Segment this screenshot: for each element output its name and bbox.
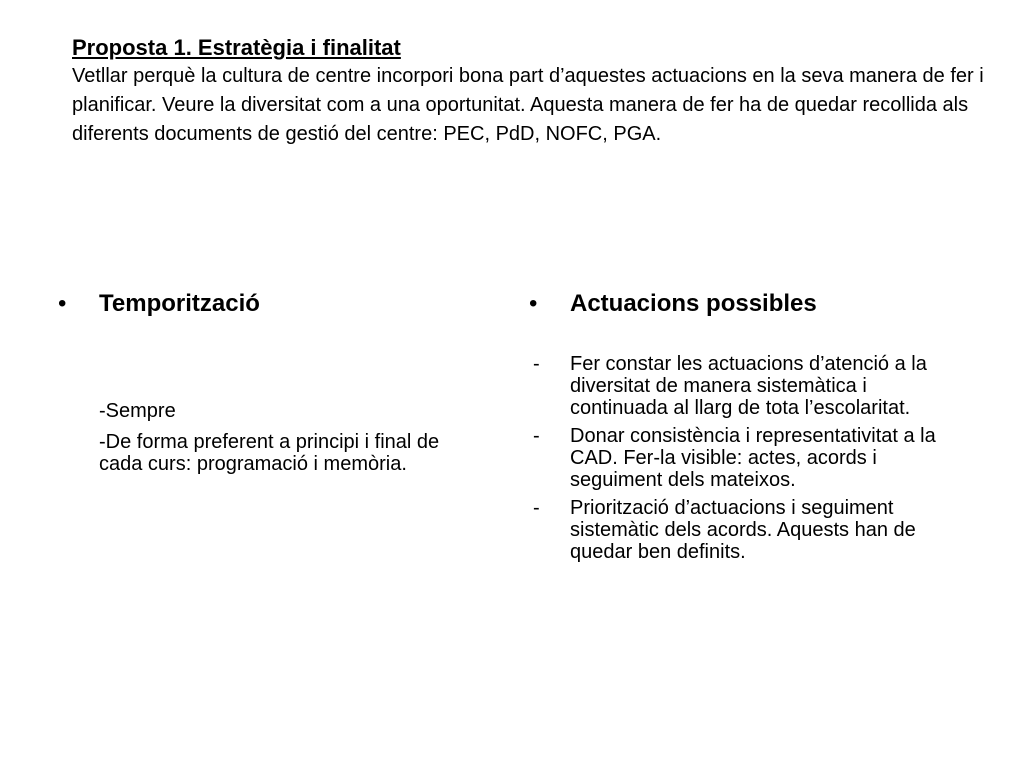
dash-marker: - [533, 353, 540, 375]
list-item-text: Donar consistència i representativitat a la CAD. Fer-la visible: actes, acords i seguiment dels mateixos. [570, 425, 936, 491]
temporitzacio-heading-row [58, 286, 488, 322]
temporitzacio-list [58, 400, 488, 475]
bullet-icon: • [58, 290, 67, 317]
bullet-icon: • [529, 290, 538, 317]
list-item [529, 353, 989, 419]
list-item [529, 497, 989, 563]
list-item-text: Priorització d’actuacions i seguiment sistemàtic dels acords. Aquests han de quedar ben definits. [570, 497, 916, 563]
list-item: -De forma preferent a principi i final de cada curs: programació i memòria. [99, 431, 440, 475]
list-item: -Sempre [99, 400, 176, 422]
temporitzacio-column [58, 286, 488, 484]
slide-intro: Vetllar perquè la cultura de centre incorpori bona part d’aquestes actuacions en la seva manera de fer i planificar. Veure la diversitat com a una oportunitat. Aquesta manera de fer ha de quedar recollida als diferents documents de gestió del centre: PEC, PdD, NOFC, PGA. [72, 65, 984, 145]
actuacions-heading-row [529, 286, 989, 322]
actuacions-list [529, 353, 989, 563]
list-item [529, 425, 989, 491]
actuacions-column [529, 286, 989, 569]
slide-title: Proposta 1. Estratègia i finalitat [72, 35, 401, 60]
actuacions-heading: Actuacions possibles [570, 290, 817, 317]
dash-marker: - [533, 497, 540, 519]
temporitzacio-heading: Temporització [99, 290, 260, 317]
dash-marker: - [533, 425, 540, 447]
list-item-text: Fer constar les actuacions d’atenció a la diversitat de manera sistemàtica i continuada al llarg de tota l’escolaritat. [570, 353, 927, 419]
title-block [72, 34, 1002, 149]
